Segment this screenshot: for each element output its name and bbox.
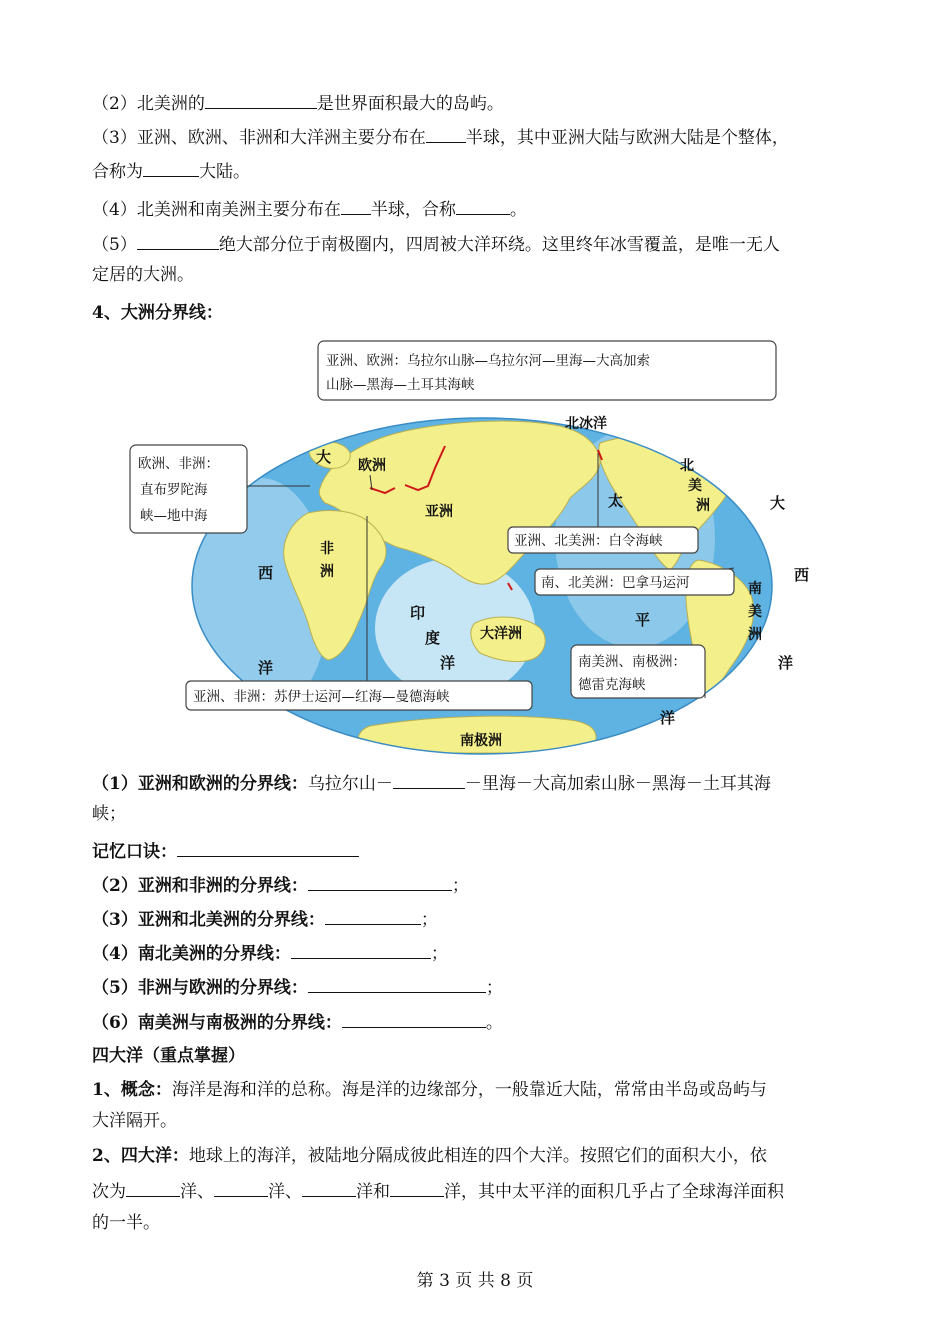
question-3-line1: （3）亚洲、欧洲、非洲和大洋洲主要分布在 半球，其中亚洲大陆与欧洲大陆是个整体， <box>92 124 862 151</box>
concept-line2: 大洋隔开。 <box>92 1111 177 1131</box>
callout-europe-africa-line3: 峡—地中海 <box>140 508 208 524</box>
callout-asia-europe-line2: 山脉—黑海—土耳其海峡 <box>326 377 475 393</box>
blank[interactable] <box>143 158 199 177</box>
label-south-america-1: 南 <box>748 581 762 597</box>
blank[interactable] <box>177 838 359 857</box>
blank[interactable] <box>342 1009 486 1028</box>
label-south-america-2: 美 <box>748 604 762 620</box>
callout-s-n-america-text: 南、北美洲：巴拿马运河 <box>541 575 690 591</box>
blank[interactable] <box>126 1178 180 1197</box>
question-2: （2）北美洲的 是世界面积最大的岛屿。 <box>92 90 862 117</box>
label-south-america-3: 洲 <box>748 627 762 643</box>
boundary-2: （2）亚洲和非洲的分界线： ； <box>92 872 862 899</box>
question-5-line1: （5） 绝大部分位于南极圈内，四周被大洋环绕。这里终年冰雪覆盖，是唯一无人 <box>92 231 862 258</box>
blank[interactable] <box>308 872 452 891</box>
blank[interactable] <box>291 940 431 959</box>
oceans-title: 四大洋（重点掌握） <box>92 1046 245 1066</box>
concept-line1: 1、概念：海洋是海和洋的总称。海是洋的边缘部分，一般靠近大陆，常常由半岛或岛屿与 <box>92 1080 767 1100</box>
label-north-america-3: 洲 <box>696 498 710 514</box>
label-europe: 欧洲 <box>358 458 386 474</box>
callout-europe-africa-line1: 欧洲、非洲： <box>138 456 219 472</box>
label-atlantic-w-2: 西 <box>258 564 274 582</box>
question-3-line2: 合称为 大陆。 <box>92 158 862 185</box>
boundary-4: （4）南北美洲的分界线： ； <box>92 940 862 967</box>
label-africa-1: 非 <box>320 541 334 557</box>
blank[interactable] <box>302 1178 356 1197</box>
label-atlantic-e-3: 洋 <box>778 654 794 672</box>
boundary-5: （5）非洲与欧洲的分界线： ； <box>92 974 862 1001</box>
boundary-1-line2: 峡； <box>92 804 126 824</box>
blank[interactable] <box>205 90 317 109</box>
label-pacific-1: 太 <box>608 492 624 510</box>
blank[interactable] <box>325 906 421 925</box>
world-map <box>130 338 810 758</box>
blank[interactable] <box>456 196 510 215</box>
label-pacific-3: 洋 <box>660 709 676 727</box>
label-atlantic-w-3: 洋 <box>258 659 274 677</box>
label-atlantic-w-1: 大 <box>316 448 332 466</box>
label-pacific-2: 平 <box>635 611 651 629</box>
callout-asia-namerica-text: 亚洲、北美洲：白令海峡 <box>514 533 663 549</box>
blank[interactable] <box>214 1178 268 1197</box>
label-atlantic-e-2: 西 <box>794 566 810 584</box>
label-oceania: 大洋洲 <box>480 626 522 642</box>
four-oceans-line1: 2、四大洋：地球上的海洋，被陆地分隔成彼此相连的四个大洋。按照它们的面积大小，依 <box>92 1146 767 1166</box>
label-africa-2: 洲 <box>320 564 334 580</box>
boundary-6: （6）南美洲与南极洲的分界线： 。 <box>92 1009 862 1036</box>
question-4: （4）北美洲和南美洲主要分布在 半球，合称 。 <box>92 196 862 223</box>
four-oceans-line2: 次为 洋、 洋、 洋和 洋，其中太平洋的面积几乎占了全球海洋面积 <box>92 1178 862 1205</box>
blank[interactable] <box>393 770 465 789</box>
question-5-line2: 定居的大洲。 <box>92 265 194 285</box>
blank[interactable] <box>390 1178 444 1197</box>
label-atlantic-e-1: 大 <box>770 494 786 512</box>
label-indian-3: 洋 <box>440 654 456 672</box>
label-indian-1: 印 <box>410 604 426 622</box>
section-4-title: 4、大洲分界线： <box>92 303 223 323</box>
blank[interactable] <box>341 196 371 215</box>
callout-samerica-antarctica-line1: 南美洲、南极洲： <box>578 654 686 670</box>
label-arctic: 北冰洋 <box>565 416 607 432</box>
four-oceans-line3: 的一半。 <box>92 1213 160 1233</box>
label-asia: 亚洲 <box>425 504 453 520</box>
blank[interactable] <box>308 974 486 993</box>
page-footer: 第 3 页 共 8 页 <box>416 1271 534 1291</box>
label-north-america-2: 美 <box>688 478 702 494</box>
blank[interactable] <box>137 231 219 250</box>
memory-line: 记忆口诀： <box>92 838 862 865</box>
label-north-america-1: 北 <box>680 458 694 474</box>
callout-samerica-antarctica-line2: 德雷克海峡 <box>578 677 646 693</box>
callout-asia-europe-line1: 亚洲、欧洲：乌拉尔山脉—乌拉尔河—里海—大高加索 <box>326 353 650 369</box>
boundary-3: （3）亚洲和北美洲的分界线： ； <box>92 906 862 933</box>
callout-europe-africa-line2: 直布罗陀海 <box>140 482 208 498</box>
callout-asia-africa-text: 亚洲、非洲：苏伊士运河—红海—曼德海峡 <box>193 689 450 705</box>
boundary-1-line1: （1）亚洲和欧洲的分界线：乌拉尔山－ －里海－大高加索山脉－黑海－土耳其海 <box>92 770 862 797</box>
label-antarctica: 南极洲 <box>460 733 502 749</box>
label-indian-2: 度 <box>425 629 441 647</box>
blank[interactable] <box>426 124 466 143</box>
